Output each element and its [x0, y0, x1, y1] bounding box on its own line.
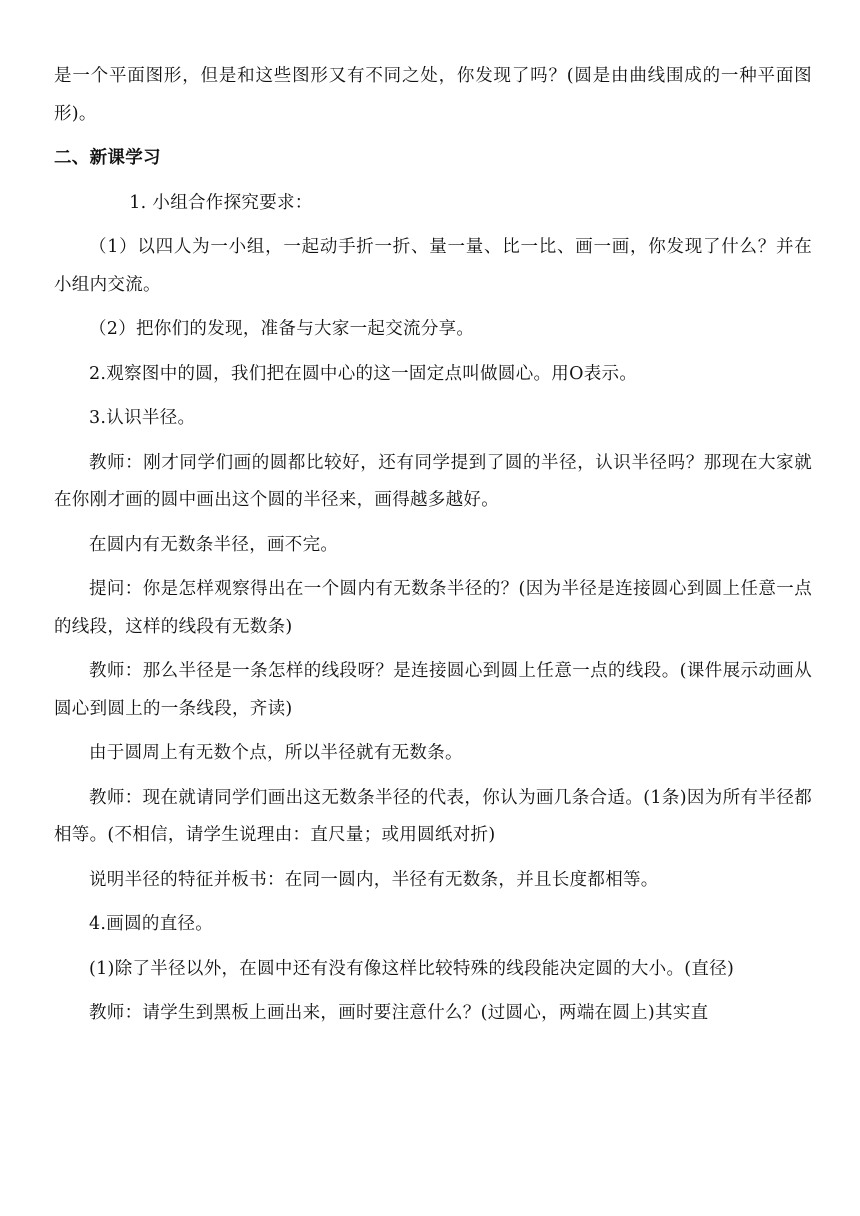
section-heading: 二、新课学习: [54, 148, 161, 168]
paragraph-teacher-draw-radius: 教师：现在就请同学们画出这无数条半径的代表，你认为画几条合适。(1条)因为所有半径都相等。(不相信，请学生说理由：直尺量；或用圆纸对折): [54, 787, 812, 845]
paragraph-intro-continued: 是一个平面图形，但是和这些图形又有不同之处，你发现了吗？(圆是由曲线围成的一种平面图形)。: [54, 66, 812, 124]
paragraph-group-requirements: 1. 小组合作探究要求：: [129, 192, 313, 213]
paragraph-diameter-heading: 4.画圆的直径。: [89, 914, 214, 934]
paragraph-circumference-points: 由于圆周上有无数个点，所以半径就有无数条。: [89, 743, 463, 763]
paragraph-infinite-radii: 在圆内有无数条半径，画不完。: [89, 534, 339, 555]
paragraph-requirement-1: （1）以四人为一小组，一起动手折一折、量一量、比一比、画一画，你发现了什么？并在小组内交流。: [54, 237, 812, 295]
paragraph-question: 提问：你是怎样观察得出在一个圆内有无数条半径的？(因为半径是连接圆心到圆上任意一点的线段，这样的线段有无数条): [54, 579, 812, 637]
paragraph-diameter-question: (1)除了半径以外，在圆中还有没有像这样比较特殊的线段能决定圆的大小。(直径): [89, 958, 735, 979]
paragraph-teacher-diameter: 教师：请学生到黑板上画出来，画时要注意什么？(过圆心，两端在圆上)其实直: [89, 1003, 709, 1023]
paragraph-center: 2.观察图中的圆，我们把在圆中心的这一固定点叫做圆心。用O表示。: [89, 363, 638, 384]
paragraph-radius-features: 说明半径的特征并板书：在同一圆内，半径有无数条，并且长度都相等。: [89, 869, 659, 890]
paragraph-requirement-2: （2）把你们的发现，准备与大家一起交流分享。: [89, 319, 475, 339]
paragraph-teacher-segment: 教师：那么半径是一条怎样的线段呀？是连接圆心到圆上任意一点的线段。(课件展示动画从圆心到圆上的一条线段，齐读): [54, 661, 812, 719]
document-page: [54, 58, 812, 1040]
paragraph-radius-heading: 3.认识半径。: [89, 408, 196, 428]
paragraph-teacher-radius: 教师：刚才同学们画的圆都比较好，还有同学提到了圆的半径，认识半径吗？那现在大家就在你刚才画的圆中画出这个圆的半径来，画得越多越好。: [54, 452, 812, 510]
